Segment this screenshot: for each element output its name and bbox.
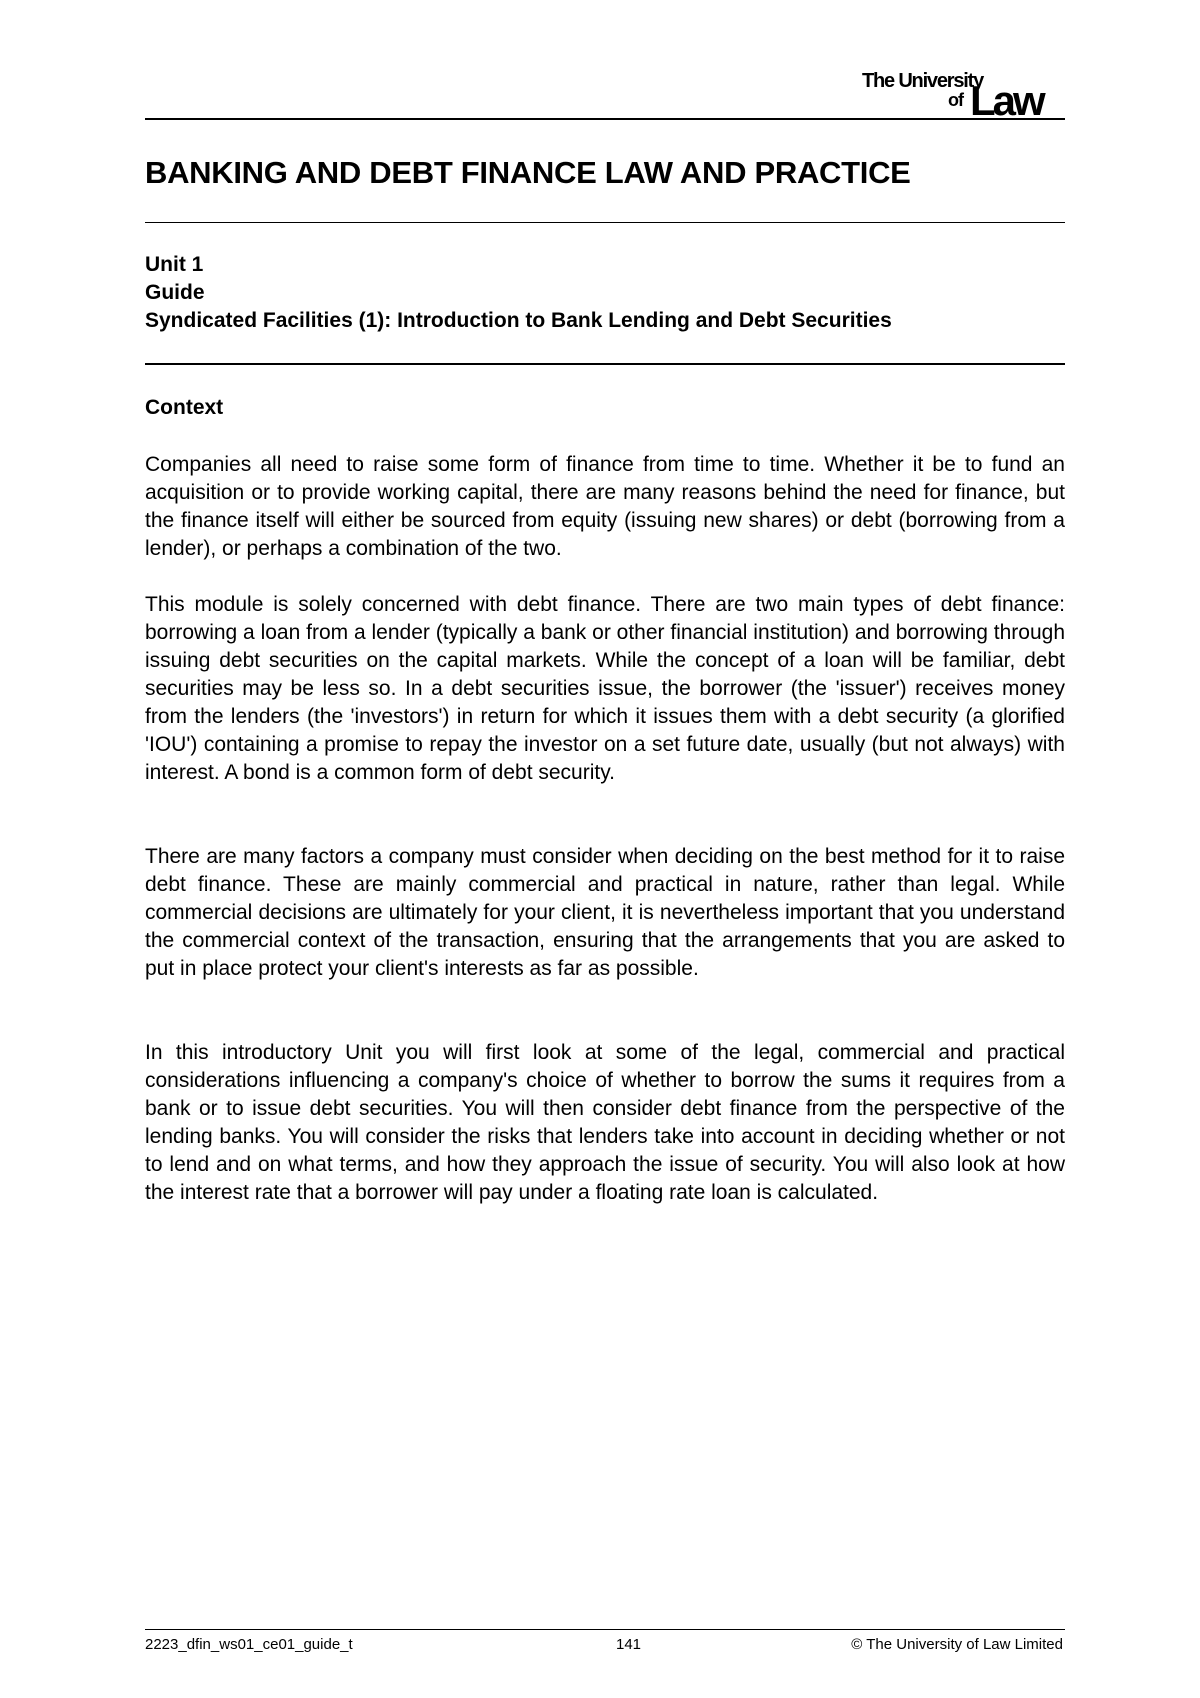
section-heading: Context [145, 396, 224, 419]
logo-line-of: of [948, 90, 963, 110]
footer-copyright: © The University of Law Limited [851, 1636, 1063, 1653]
paragraph-1: Companies all need to raise some form of finance from time to time. Whether it be to fund an acquisition or to provide working capital, there are many reasons behind the need for finance, but the finance itself will either be sourced from equity (issuing new shares) or debt (borrowing from a lender), or perhaps a combination of the two. [145, 453, 1065, 560]
logo-line-law: Law [970, 77, 1043, 124]
title-rule [145, 222, 1065, 223]
unit-label: Unit 1 [145, 253, 204, 276]
footer-rule [145, 1629, 1065, 1630]
university-logo [862, 68, 1062, 124]
unit-rule [145, 363, 1065, 365]
document-title: BANKING AND DEBT FINANCE LAW AND PRACTICE [145, 155, 911, 190]
guide-label: Guide [145, 281, 205, 304]
unit-title: Syndicated Facilities (1): Introduction to Bank Lending and Debt Securities [145, 309, 892, 332]
footer-document-code: 2223_dfin_ws01_ce01_guide_t [145, 1636, 353, 1653]
paragraph-4: In this introductory Unit you will first look at some of the legal, commercial and practical considerations influencing a company's choice of whether to borrow the sums it requires from a bank or to issue debt securities. You will then consider debt finance from the perspective of the lending banks. You will consider the risks that lenders take into account in deciding whether or not to lend and on what terms, and how they approach the issue of security. You will also look at how the interest rate that a borrower will pay under a floating rate loan is calculated. [145, 1041, 1065, 1204]
logo-line-university: The University [862, 70, 984, 92]
paragraph-2: This module is solely concerned with debt finance. There are two main types of debt finance: borrowing a loan from a lender (typically a bank or other financial institution) and borrowing through issuing debt securities on the capital markets. While the concept of a loan will be familiar, debt securities may be less so. In a debt securities issue, the borrower (the 'issuer') receives money from the lenders (the 'investors') in return for which it issues them with a debt security (a glorified 'IOU') containing a promise to repay the investor on a set future date, usually (but not always) with interest. A bond is a common form of debt security. [145, 593, 1065, 784]
paragraph-3: There are many factors a company must consider when deciding on the best method for it to raise debt finance. These are mainly commercial and practical in nature, rather than legal. While commercial decisions are ultimately for your client, it is nevertheless important that you understand the commercial context of the transaction, ensuring that the arrangements that you are asked to put in place protect your client's interests as far as possible. [145, 845, 1065, 980]
footer-page-number: 141 [616, 1636, 642, 1653]
header-rule [145, 118, 1065, 120]
